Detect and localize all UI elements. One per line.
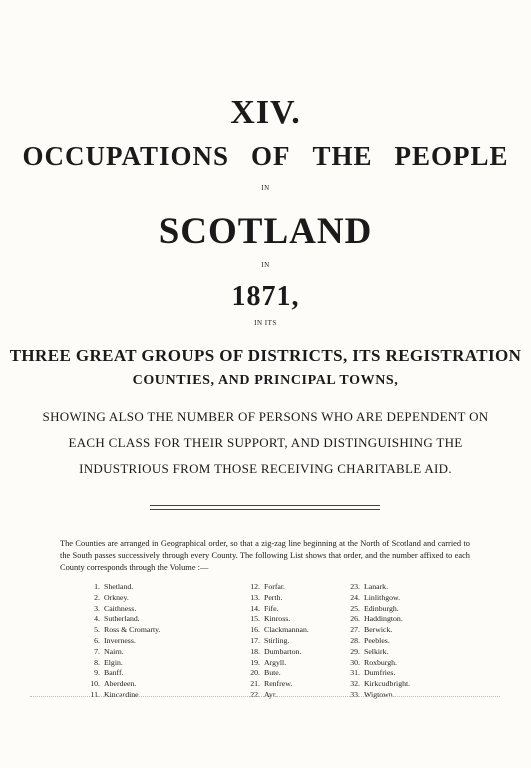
county-list-item: [240, 668, 309, 679]
county-list-item: [340, 679, 410, 690]
county-number: 7.: [94, 646, 100, 656]
county-number: 22.: [250, 689, 260, 699]
county-number: 29.: [350, 646, 360, 656]
county-name: Fife.: [264, 603, 279, 613]
county-name: Nairn.: [104, 646, 124, 656]
county-list-column-2: [240, 582, 309, 701]
county-number: 4.: [94, 614, 100, 624]
county-number: 26.: [350, 614, 360, 624]
title-word: OCCUPATIONS: [22, 141, 229, 171]
county-number: 8.: [94, 657, 100, 667]
county-list-item: [240, 636, 309, 647]
county-name: Peebles.: [364, 635, 390, 645]
county-number: 1.: [94, 582, 100, 591]
county-name: Orkney.: [104, 592, 129, 602]
note-text: The Counties are arranged in Geographical order, so that a zig-zag line beginning at the North of Scotland and carried to the South passes successively through every County. The following List shows that order, and the number affixed to each County corresponds through the Volume :—: [60, 539, 470, 572]
double-rule-divider: [150, 505, 380, 510]
county-list-item: [340, 625, 410, 636]
county-list-item: [80, 593, 160, 604]
connector-in: IN: [261, 184, 270, 192]
county-name: Clackmannan.: [264, 625, 309, 635]
county-number: 31.: [350, 668, 360, 678]
county-name: Bute.: [264, 668, 281, 678]
county-number: 5.: [94, 625, 100, 635]
subtitle-line: THREE GREAT GROUPS OF DISTRICTS, ITS REGISTRATION: [9, 346, 522, 365]
county-name: Kirkcudbright.: [364, 679, 411, 689]
county-name: Renfrew.: [264, 679, 293, 689]
county-number: 19.: [250, 657, 260, 667]
county-name: Forfar.: [264, 582, 286, 591]
county-list-item: [80, 668, 160, 679]
arrangement-note: [60, 538, 470, 574]
county-name: Dumbarton.: [264, 646, 302, 656]
county-name: Elgin.: [104, 657, 123, 667]
county-list-item: [340, 604, 410, 615]
county-name: Berwick.: [364, 625, 393, 635]
showing-line: EACH CLASS FOR THEIR SUPPORT, AND DISTINGUISHING THE: [68, 435, 463, 450]
county-name: Shetland.: [104, 582, 134, 591]
county-number: 20.: [250, 668, 260, 678]
page-title: [0, 141, 531, 172]
subtitle-line: COUNTIES, AND PRINCIPAL TOWNS,: [132, 373, 399, 388]
county-number: 32.: [350, 679, 360, 689]
section-numeral: XIV.: [230, 94, 301, 131]
title-word: THE: [312, 141, 373, 171]
county-list-column-3: [340, 582, 410, 701]
county-name: Linlithgow.: [364, 592, 401, 602]
county-list-item: [80, 625, 160, 636]
county-number: 11.: [90, 689, 100, 699]
county-list-item: [240, 604, 309, 615]
county-list-item: [80, 679, 160, 690]
county-number: 18.: [250, 646, 260, 656]
county-list-item: [80, 582, 160, 593]
county-list-item: [340, 614, 410, 625]
showing-line: INDUSTRIOUS FROM THOSE RECEIVING CHARITABLE AID.: [79, 461, 452, 476]
connector-in-its: IN ITS: [254, 319, 277, 327]
county-name: Selkirk.: [364, 646, 389, 656]
county-name: Kincardine.: [104, 689, 141, 699]
county-list-item: [80, 636, 160, 647]
county-number: 6.: [94, 635, 100, 645]
county-name: Roxburgh.: [364, 657, 397, 667]
county-name: Perth.: [264, 592, 283, 602]
county-number: 21.: [250, 679, 260, 689]
county-number: 12.: [250, 582, 260, 591]
county-name: Ross & Cromarty.: [104, 625, 161, 635]
county-name: Caithness.: [104, 603, 137, 613]
county-name: Ayr.: [264, 689, 277, 699]
county-name: Wigtown.: [364, 689, 395, 699]
county-number: 33.: [350, 689, 360, 699]
county-list-item: [240, 679, 309, 690]
county-number: 17.: [250, 635, 260, 645]
county-number: 3.: [94, 603, 100, 613]
county-number: 13.: [250, 592, 260, 602]
county-name: Inverness.: [104, 635, 136, 645]
county-name: Argyll.: [264, 657, 287, 667]
county-name: Kinross.: [264, 614, 291, 624]
county-list-item: [240, 625, 309, 636]
county-name: Sutherland.: [104, 614, 140, 624]
county-name: Edinburgh.: [364, 603, 399, 613]
county-name: Lanark.: [364, 582, 389, 591]
county-number: 2.: [94, 592, 100, 602]
county-list-item: [240, 582, 309, 593]
county-list-item: [240, 647, 309, 658]
county-list-item: [240, 593, 309, 604]
showing-line: SHOWING ALSO THE NUMBER OF PERSONS WHO ARE DEPENDENT ON: [42, 409, 489, 424]
county-number: 23.: [350, 582, 360, 591]
county-number: 9.: [94, 668, 100, 678]
county-list-item: [80, 604, 160, 615]
county-name: Banff.: [104, 668, 124, 678]
county-number: 28.: [350, 635, 360, 645]
county-list-item: [340, 582, 410, 593]
county-name: Haddington.: [364, 614, 403, 624]
county-number: 14.: [250, 603, 260, 613]
county-number: 10.: [90, 679, 100, 689]
county-number: 25.: [350, 603, 360, 613]
county-name: Dumfries.: [364, 668, 396, 678]
connector-in: IN: [261, 261, 270, 269]
title-word: OF: [250, 141, 291, 171]
census-year: 1871,: [231, 281, 300, 312]
county-list-item: [340, 658, 410, 669]
county-number: 16.: [250, 625, 260, 635]
county-list-item: [80, 658, 160, 669]
county-list-item: [80, 614, 160, 625]
county-list-item: [240, 658, 309, 669]
page-bottom-rule: [30, 696, 500, 697]
county-list-column-1: [80, 582, 160, 701]
county-name: Stirling.: [264, 635, 290, 645]
county-number: 30.: [350, 657, 360, 667]
county-list-item: [240, 614, 309, 625]
county-name: Aberdeen.: [104, 679, 137, 689]
county-list-item: [80, 647, 160, 658]
county-number: 27.: [350, 625, 360, 635]
country-title: SCOTLAND: [158, 211, 373, 252]
county-list-item: [340, 647, 410, 658]
county-list-item: [340, 668, 410, 679]
county-list-item: [340, 593, 410, 604]
title-word: PEOPLE: [394, 141, 509, 171]
county-list-item: [340, 636, 410, 647]
county-number: 15.: [250, 614, 260, 624]
county-number: 24.: [350, 592, 360, 602]
